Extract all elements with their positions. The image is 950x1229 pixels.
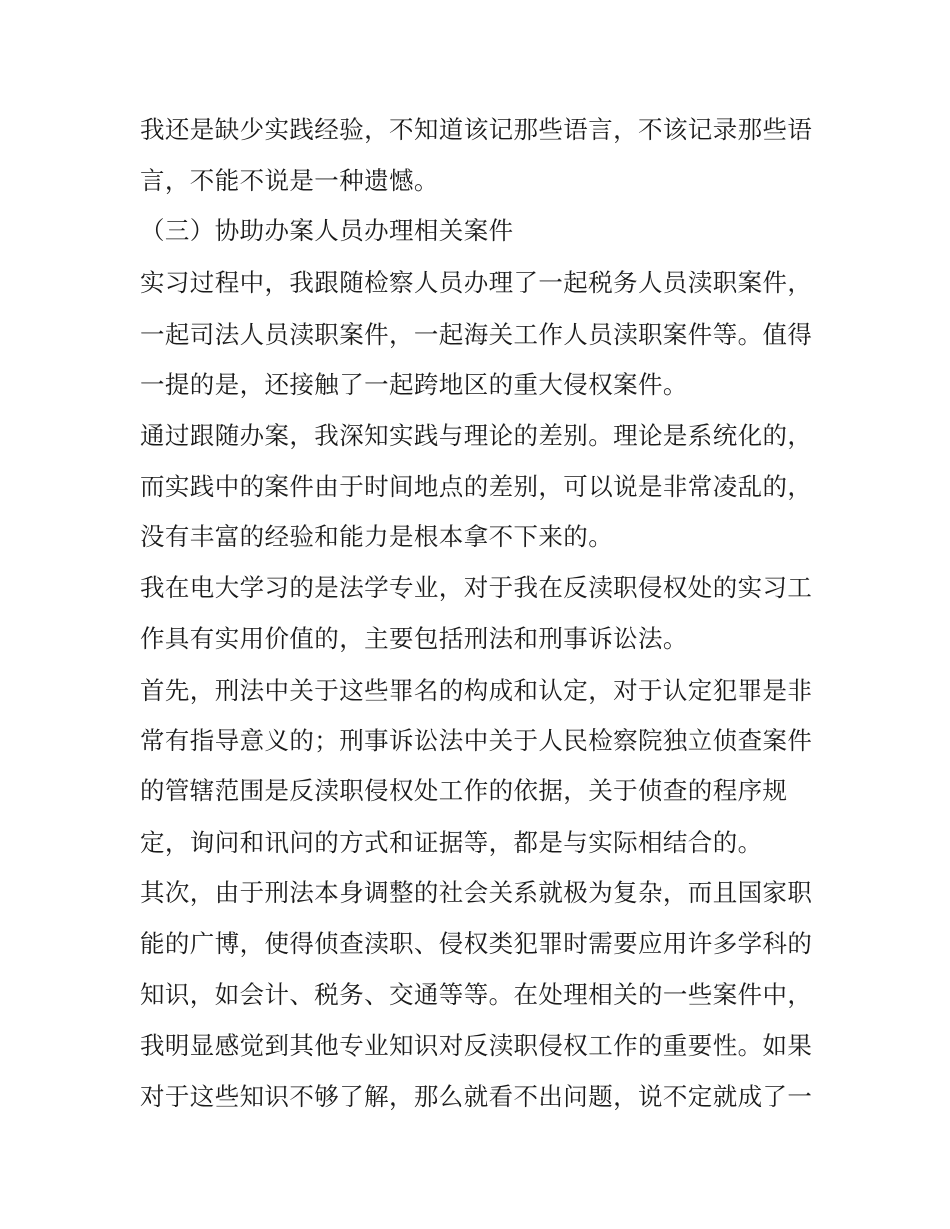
text-line: 知识，如会计、税务、交通等等。在处理相关的一些案件中，: [140, 980, 813, 1009]
text-line: 实习过程中，我跟随检察人员办理了一起税务人员渎职案件，: [140, 268, 813, 297]
text-line: 定，询问和讯问的方式和证据等，都是与实际相结合的。: [140, 828, 763, 857]
text-line: 常有指导意义的；刑事诉讼法中关于人民检察院独立侦查案件: [140, 726, 813, 755]
text-line: 一提的是，还接触了一起跨地区的重大侵权案件。: [140, 370, 688, 399]
text-line: 能的广博，使得侦查渎职、侵权类犯罪时需要应用许多学科的: [140, 929, 813, 958]
text-line: 我在电大学习的是法学专业，对于我在反渎职侵权处的实习工: [140, 573, 813, 602]
text-line: 的管辖范围是反渎职侵权处工作的依据，关于侦查的程序规: [140, 776, 788, 805]
text-line: 言，不能不说是一种遗憾。: [140, 166, 439, 195]
text-line: 首先，刑法中关于这些罪名的构成和认定，对于认定犯罪是非: [140, 676, 813, 705]
text-line: 作具有实用价值的，主要包括刑法和刑事诉讼法。: [140, 624, 688, 653]
text-line: 通过跟随办案，我深知实践与理论的差别。理论是系统化的，: [140, 421, 813, 450]
text-line: 一起司法人员渎职案件，一起海关工作人员渎职案件等。值得: [140, 320, 813, 349]
section-heading: （三）协助办案人员办理相关案件: [140, 216, 514, 245]
text-line: 我明显感觉到其他专业知识对反渎职侵权工作的重要性。如果: [140, 1031, 813, 1060]
text-line: 其次，由于刑法本身调整的社会关系就极为复杂，而且国家职: [140, 878, 813, 907]
text-line: 我还是缺少实践经验，不知道该记那些语言，不该记录那些语: [140, 115, 813, 144]
text-line: 没有丰富的经验和能力是根本拿不下来的。: [140, 522, 614, 551]
text-line: 对于这些知识不够了解，那么就看不出问题，说不定就成了一: [140, 1082, 813, 1111]
text-line: 而实践中的案件由于时间地点的差别，可以说是非常凌乱的，: [140, 472, 813, 501]
